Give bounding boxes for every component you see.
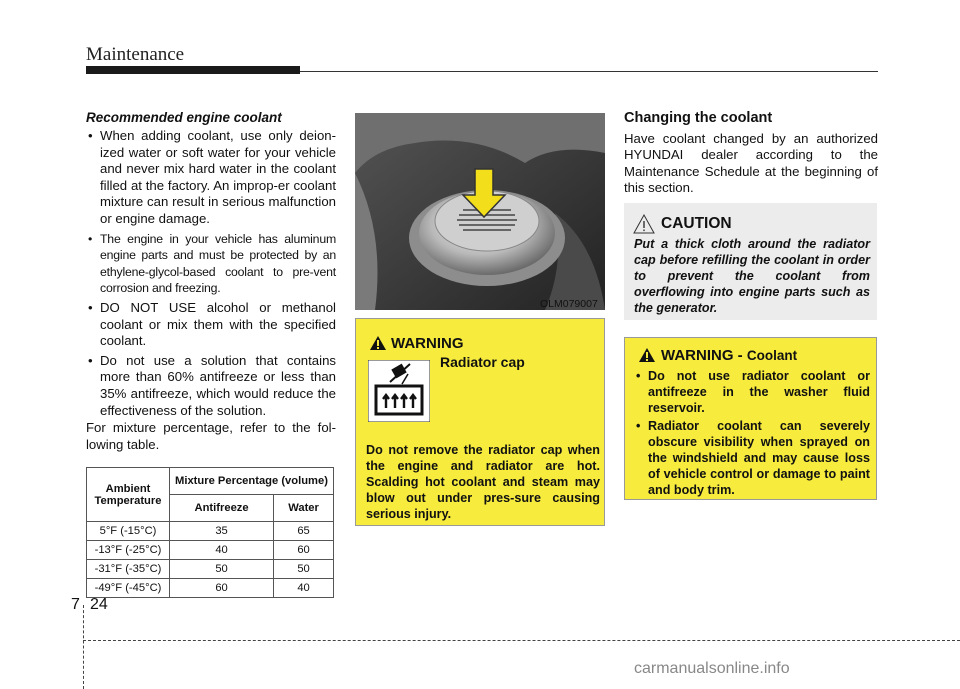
footer-horizontal-rule [83, 640, 960, 641]
caution-triangle-icon [633, 214, 655, 234]
header-bar [86, 66, 300, 74]
warning-heading-sub: Coolant [746, 348, 798, 363]
list-item: • Do not use radiator coolant or antifreeze in the washer fluid reservoir. [634, 368, 870, 416]
list-item: • When adding coolant, use only deion-ized water or soft water for your vehicle and never mix hard water in the coolant filled at the factory. An improp-er coolant mixture can result in serious malfunction or engine damage. [86, 128, 336, 228]
changing-coolant-body: Have coolant changed by an authorized HYUNDAI dealer according to the Maintenance Schedule at the beginning of this section. [624, 131, 878, 196]
ambient-temp-header: Ambient Temperature [87, 468, 170, 522]
water-cell: 65 [274, 522, 334, 541]
antifreeze-header: Antifreeze [170, 495, 274, 522]
warning-coolant-heading [661, 347, 797, 364]
list-item: • Do not use a solution that contains more than 60% antifreeze or less than 35% antifreeze, which would reduce the effectiveness of the solution. [86, 353, 336, 419]
warning-triangle-icon [638, 347, 656, 363]
warning-subheading: Radiator cap [440, 354, 525, 370]
radiator-cap-illustration [355, 113, 605, 310]
mixture-table [86, 467, 334, 598]
chapter-number: 7 [71, 596, 80, 613]
antifreeze-cell: 40 [170, 541, 274, 560]
table-row [87, 560, 334, 579]
antifreeze-cell: 50 [170, 560, 274, 579]
mixture-reference-text: For mixture percentage, refer to the fol-lowing table. [86, 420, 336, 452]
temp-cell: -31°F (-35°C) [87, 560, 170, 579]
water-cell: 40 [274, 579, 334, 598]
water-cell: 60 [274, 541, 334, 560]
mixture-header: Mixture Percentage (volume) [170, 468, 334, 495]
table-row [87, 522, 334, 541]
caution-heading: CAUTION [661, 215, 732, 232]
changing-coolant-title: Changing the coolant [624, 110, 773, 126]
list-item: • DO NOT USE alcohol or methanol coolant or mix them with the specified coolant. [86, 300, 336, 350]
caution-body: Put a thick cloth around the radiator cap before refilling the coolant in order to prevent the coolant from overflowing into engine parts such as the generator. [634, 237, 870, 315]
list-item: • Radiator coolant can severely obscure visibility when sprayed on the windshield and may cause loss of vehicle control or damage to paint and body trim. [634, 418, 870, 498]
recommended-coolant-list [86, 128, 336, 422]
photo-code: OLM079007 [540, 298, 598, 310]
warning-heading: WARNING [391, 335, 464, 352]
warning-radiator-body: Do not remove the radiator cap when the engine and radiator are hot. Scalding hot coolant and steam may blow out under pres-sure causing serious injury. [366, 443, 600, 521]
temp-cell: -49°F (-45°C) [87, 579, 170, 598]
antifreeze-cell: 35 [170, 522, 274, 541]
water-cell: 50 [274, 560, 334, 579]
warning-triangle-icon [369, 335, 387, 351]
page-header-title: Maintenance [86, 44, 185, 65]
header-divider [300, 71, 878, 72]
list-item: • The engine in your vehicle has aluminum engine parts and must be protected by an ethylene-glycol-based coolant to pre-vent corrosion and freezing. [86, 231, 336, 297]
warning-heading-text: WARNING - [661, 347, 747, 364]
table-row [87, 579, 334, 598]
watermark: carmanualsonline.info [634, 660, 790, 677]
water-header: Water [274, 495, 334, 522]
table-row [87, 541, 334, 560]
page-number: 24 [90, 596, 108, 613]
temp-cell: 5°F (-15°C) [87, 522, 170, 541]
recommended-coolant-title: Recommended engine coolant [86, 110, 282, 125]
warning-coolant-list [634, 368, 870, 500]
radiator-cap-photo [355, 113, 605, 310]
footer-vertical-rule [83, 605, 84, 689]
temp-cell: -13°F (-25°C) [87, 541, 170, 560]
hot-coolant-icon [368, 360, 430, 422]
antifreeze-cell: 60 [170, 579, 274, 598]
